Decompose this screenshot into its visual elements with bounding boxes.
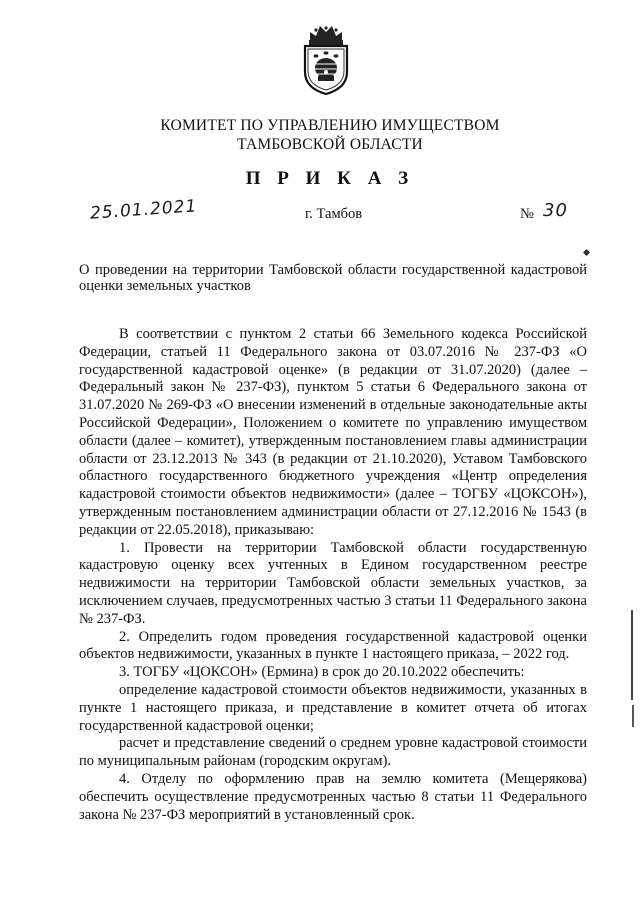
- handwritten-date: 25.01.2021: [89, 196, 198, 224]
- scan-edge-mark: [632, 705, 634, 727]
- number-sign: №: [520, 206, 534, 222]
- document-subject: О проведении на территории Тамбовской области государственной кадастровой оценки земельных участков: [79, 262, 587, 294]
- handwritten-number: 30: [543, 200, 568, 221]
- order-item-3-subitem-2: расчет и представление сведений о среднем уровне кадастровой стоимости по муниципальным районам (городским округам).: [79, 735, 587, 770]
- document-body: [79, 326, 587, 824]
- document-title: П Р И К А З: [245, 168, 415, 189]
- order-item-4: 4. Отделу по оформлению прав на землю комитета (Мещерякова) обеспечить осуществление предусмотренных частью 8 статьи 11 Федерального закона № 237-ФЗ мероприятий в установленный срок.: [79, 770, 587, 823]
- city: г. Тамбов: [305, 206, 363, 222]
- order-item-2: 2. Определить годом проведения государственной кадастровой оценки объектов недвижимости, указанных в пункте 1 настоящего приказа, – 2022 год.: [79, 628, 587, 663]
- organization-name-line2: ТАМБОВСКОЙ ОБЛАСТИ: [237, 136, 423, 153]
- order-item-1: 1. Провести на территории Тамбовской области государственную кадастровую оценку всех учтенных в Едином государственном реестре недвижимости на территории Тамбовской области земельных участков, за исключением случаев, предусмотренных частью 3 статьи 11 Федерального закона № 237-ФЗ.: [79, 539, 587, 627]
- organization-name-line1: КОМИТЕТ ПО УПРАВЛЕНИЮ ИМУЩЕСТВОМ: [160, 117, 500, 134]
- order-item-3-subitem-1: определение кадастровой стоимости объектов недвижимости, указанных в пункте 1 настоящего приказа, и представление в комитет отчета об итогах государственной кадастровой оценки;: [79, 681, 587, 734]
- order-item-3: 3. ТОГБУ «ЦОКСОН» (Ермина) в срок до 20.10.2022 обеспечить:: [119, 664, 525, 681]
- tambov-coat-of-arms-icon: [296, 20, 356, 96]
- scan-mark: [583, 249, 590, 256]
- scan-edge-mark: [631, 610, 633, 700]
- preamble-paragraph: В соответствии с пунктом 2 статьи 66 Земельного кодекса Российской Федерации, статьей 11 Федерального закона от 03.07.2016 № 237-ФЗ «О государственной кадастровой оценке» (в редакции от 31.07.2020) (далее – Федеральный закон № 237-ФЗ), пунктом 5 статьи 6 Федерального закона от 31.07.2020 № 269-ФЗ «О внесении изменений в отдельные законодательные акты Российской Федерации», Положением о комитете по управлению имуществом области (далее – комитет), утвержденным постановлением главы администрации области от 23.12.2013 № 343 (в редакции от 21.10.2020), Уставом Тамбовского областного государственного бюджетного учреждения «Центр определения кадастровой стоимости объектов недвижимости» (далее – ТОГБУ «ЦОКСОН»), утвержденным постановлением администрации области от 27.12.2016 № 1543 (в редакции от 22.05.2018), приказываю:: [79, 326, 587, 538]
